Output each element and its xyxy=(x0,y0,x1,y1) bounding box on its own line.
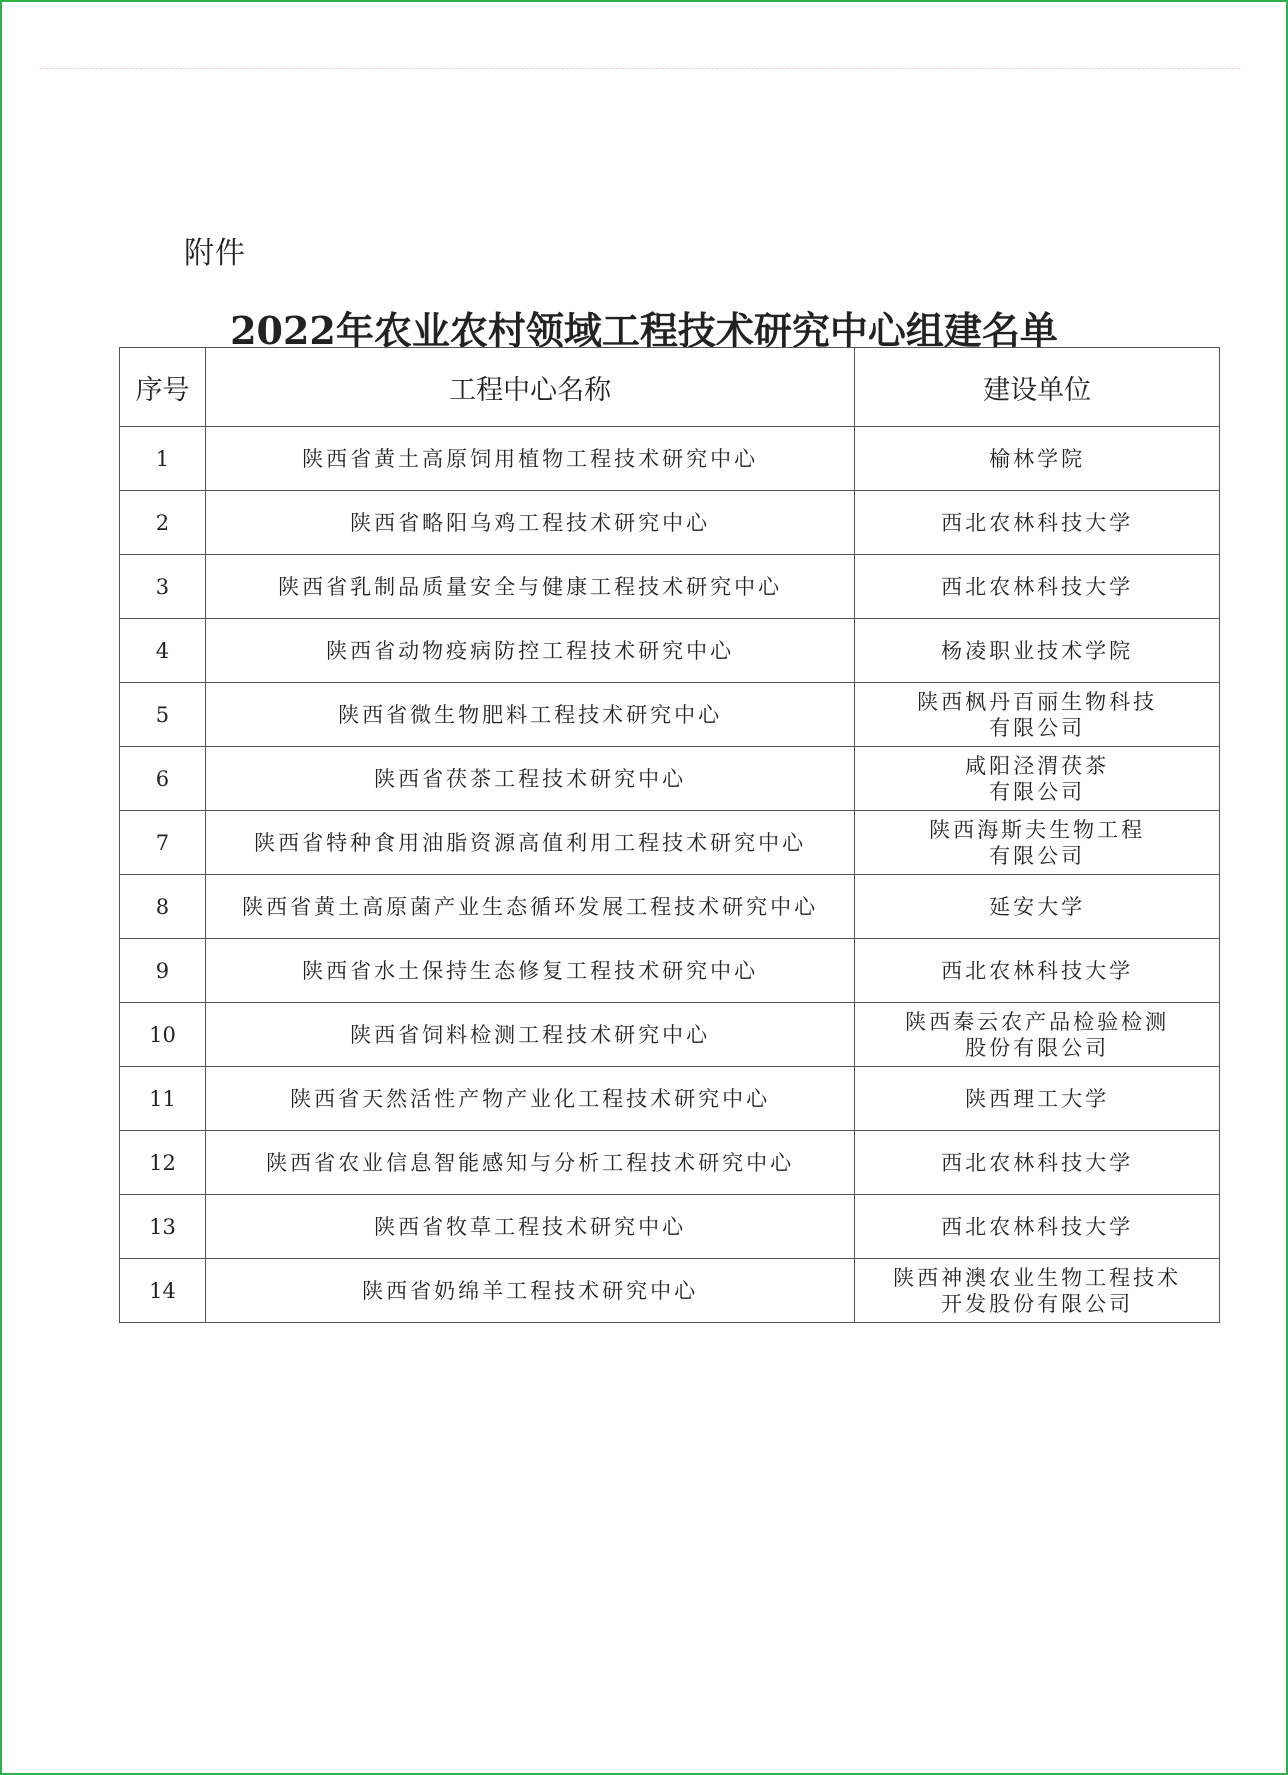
header-no: 序号 xyxy=(120,348,206,427)
document-title: 2022年农业农村领域工程技术研究中心组建名单 xyxy=(230,308,1058,353)
construction-unit: 咸阳泾渭茯茶 有限公司 xyxy=(855,747,1220,811)
table-row xyxy=(120,491,1220,555)
table-row xyxy=(120,1195,1220,1259)
attachment-label: 附件 xyxy=(184,236,246,271)
row-number: 3 xyxy=(120,555,206,619)
row-number: 13 xyxy=(120,1195,206,1259)
table-row xyxy=(120,1067,1220,1131)
table-header-row xyxy=(120,348,1220,427)
construction-unit: 榆林学院 xyxy=(855,427,1220,491)
center-name: 陕西省黄土高原饲用植物工程技术研究中心 xyxy=(205,427,854,491)
construction-unit: 西北农林科技大学 xyxy=(855,1131,1220,1195)
row-number: 2 xyxy=(120,491,206,555)
construction-unit: 陕西神澳农业生物工程技术 开发股份有限公司 xyxy=(855,1259,1220,1323)
center-name: 陕西省茯茶工程技术研究中心 xyxy=(205,747,854,811)
construction-unit: 西北农林科技大学 xyxy=(855,939,1220,1003)
center-name: 陕西省特种食用油脂资源高值利用工程技术研究中心 xyxy=(205,811,854,875)
center-name: 陕西省天然活性产物产业化工程技术研究中心 xyxy=(205,1067,854,1131)
construction-unit: 陕西理工大学 xyxy=(855,1067,1220,1131)
center-name: 陕西省水土保持生态修复工程技术研究中心 xyxy=(205,939,854,1003)
construction-unit: 西北农林科技大学 xyxy=(855,491,1220,555)
row-number: 6 xyxy=(120,747,206,811)
construction-unit: 陕西海斯夫生物工程 有限公司 xyxy=(855,811,1220,875)
header-center-name: 工程中心名称 xyxy=(205,348,854,427)
row-number: 9 xyxy=(120,939,206,1003)
table-row xyxy=(120,619,1220,683)
row-number: 5 xyxy=(120,683,206,747)
center-name: 陕西省牧草工程技术研究中心 xyxy=(205,1195,854,1259)
table-row xyxy=(120,811,1220,875)
table-row xyxy=(120,1131,1220,1195)
row-number: 1 xyxy=(120,427,206,491)
centers-table xyxy=(119,347,1220,1323)
row-number: 14 xyxy=(120,1259,206,1323)
row-number: 4 xyxy=(120,619,206,683)
table-row xyxy=(120,1003,1220,1067)
construction-unit: 西北农林科技大学 xyxy=(855,555,1220,619)
construction-unit: 延安大学 xyxy=(855,875,1220,939)
table-row xyxy=(120,747,1220,811)
header-unit: 建设单位 xyxy=(855,348,1220,427)
construction-unit: 陕西秦云农产品检验检测 股份有限公司 xyxy=(855,1003,1220,1067)
table-row xyxy=(120,555,1220,619)
table-row xyxy=(120,875,1220,939)
table-row xyxy=(120,683,1220,747)
center-name: 陕西省乳制品质量安全与健康工程技术研究中心 xyxy=(205,555,854,619)
construction-unit: 西北农林科技大学 xyxy=(855,1195,1220,1259)
center-name: 陕西省饲料检测工程技术研究中心 xyxy=(205,1003,854,1067)
center-name: 陕西省黄土高原菌产业生态循环发展工程技术研究中心 xyxy=(205,875,854,939)
row-number: 10 xyxy=(120,1003,206,1067)
table-row xyxy=(120,427,1220,491)
center-name: 陕西省动物疫病防控工程技术研究中心 xyxy=(205,619,854,683)
row-number: 7 xyxy=(120,811,206,875)
row-number: 11 xyxy=(120,1067,206,1131)
table-row xyxy=(120,939,1220,1003)
row-number: 8 xyxy=(120,875,206,939)
construction-unit: 杨凌职业技术学院 xyxy=(855,619,1220,683)
table-row xyxy=(120,1259,1220,1323)
center-name: 陕西省奶绵羊工程技术研究中心 xyxy=(205,1259,854,1323)
row-number: 12 xyxy=(120,1131,206,1195)
center-name: 陕西省略阳乌鸡工程技术研究中心 xyxy=(205,491,854,555)
construction-unit: 陕西枫丹百丽生物科技 有限公司 xyxy=(855,683,1220,747)
scan-artifact-line xyxy=(40,68,1240,69)
center-name: 陕西省农业信息智能感知与分析工程技术研究中心 xyxy=(205,1131,854,1195)
center-name: 陕西省微生物肥料工程技术研究中心 xyxy=(205,683,854,747)
